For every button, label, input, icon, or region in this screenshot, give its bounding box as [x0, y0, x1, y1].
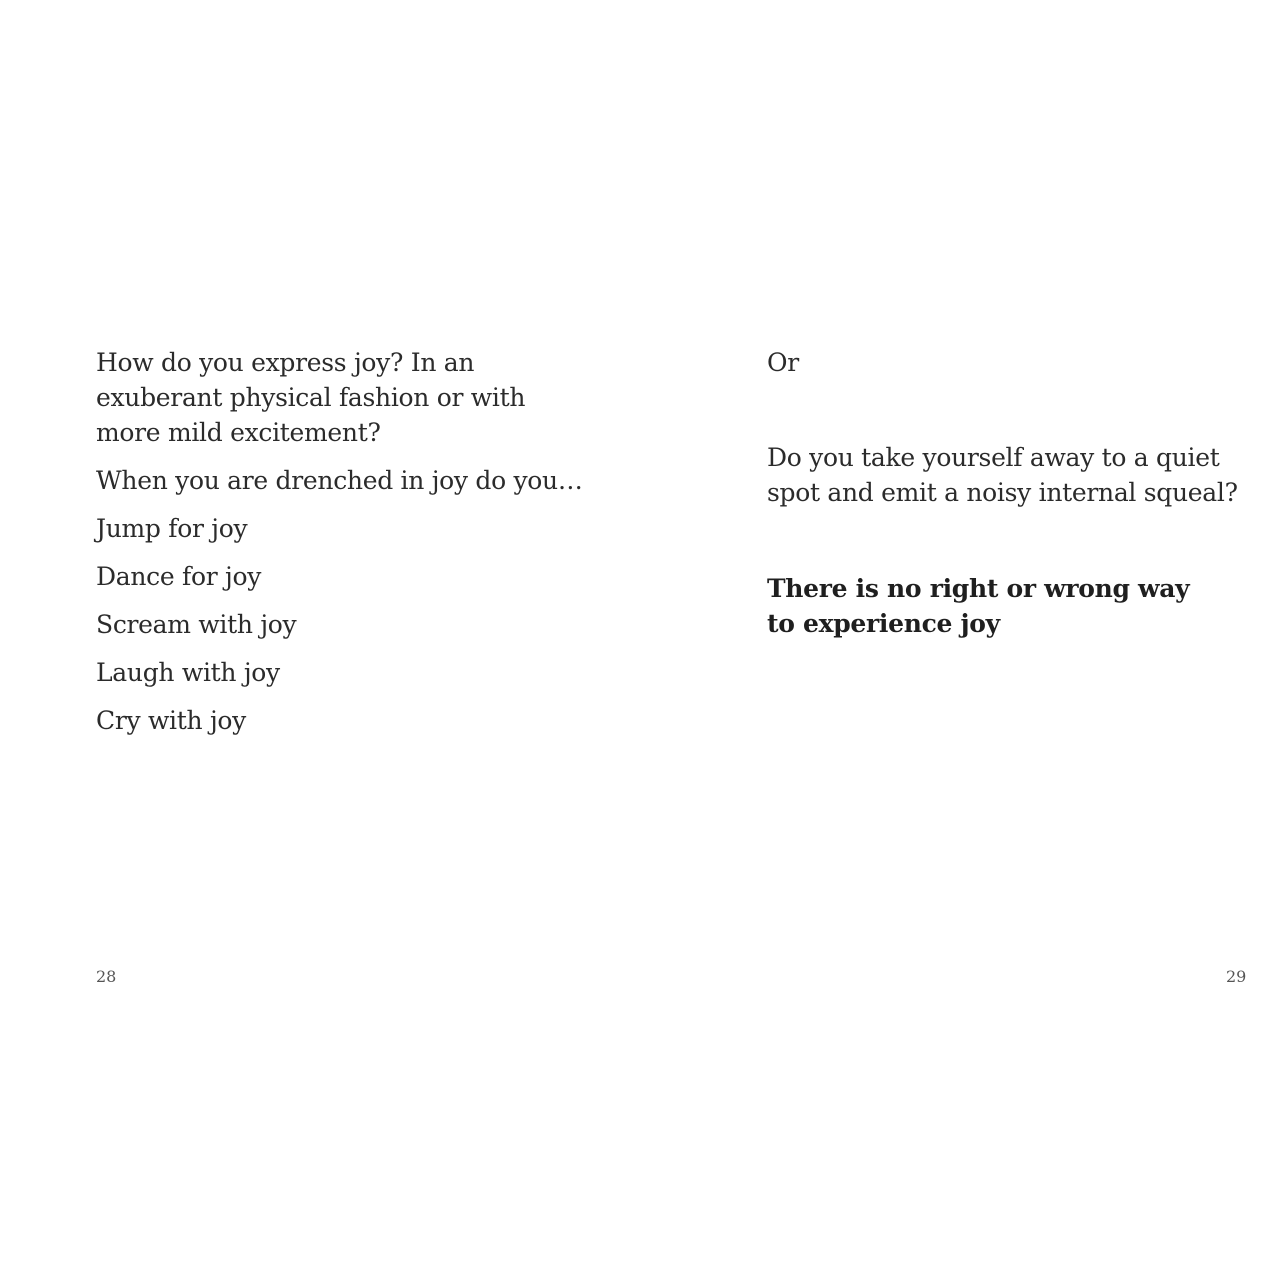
option-item: Dance for joy: [96, 562, 262, 591]
or-line: Or: [767, 348, 799, 377]
question-paragraph: Do you take yourself away to a quiet spot and emit a noisy internal squeal?: [767, 443, 1238, 507]
right-page: [640, 0, 1280, 1280]
page-number-right: 29: [1226, 967, 1247, 986]
option-item: Scream with joy: [96, 610, 297, 639]
option-item: Cry with joy: [96, 706, 246, 735]
page-number-left: 28: [96, 967, 117, 986]
prompt-line: When you are drenched in joy do you…: [96, 466, 583, 495]
conclusion-paragraph: There is no right or wrong way to experience joy: [767, 574, 1190, 638]
intro-paragraph: How do you express joy? In an exuberant physical fashion or with more mild excitement?: [96, 348, 526, 447]
option-item: Jump for joy: [96, 514, 248, 543]
option-item: Laugh with joy: [96, 658, 280, 687]
